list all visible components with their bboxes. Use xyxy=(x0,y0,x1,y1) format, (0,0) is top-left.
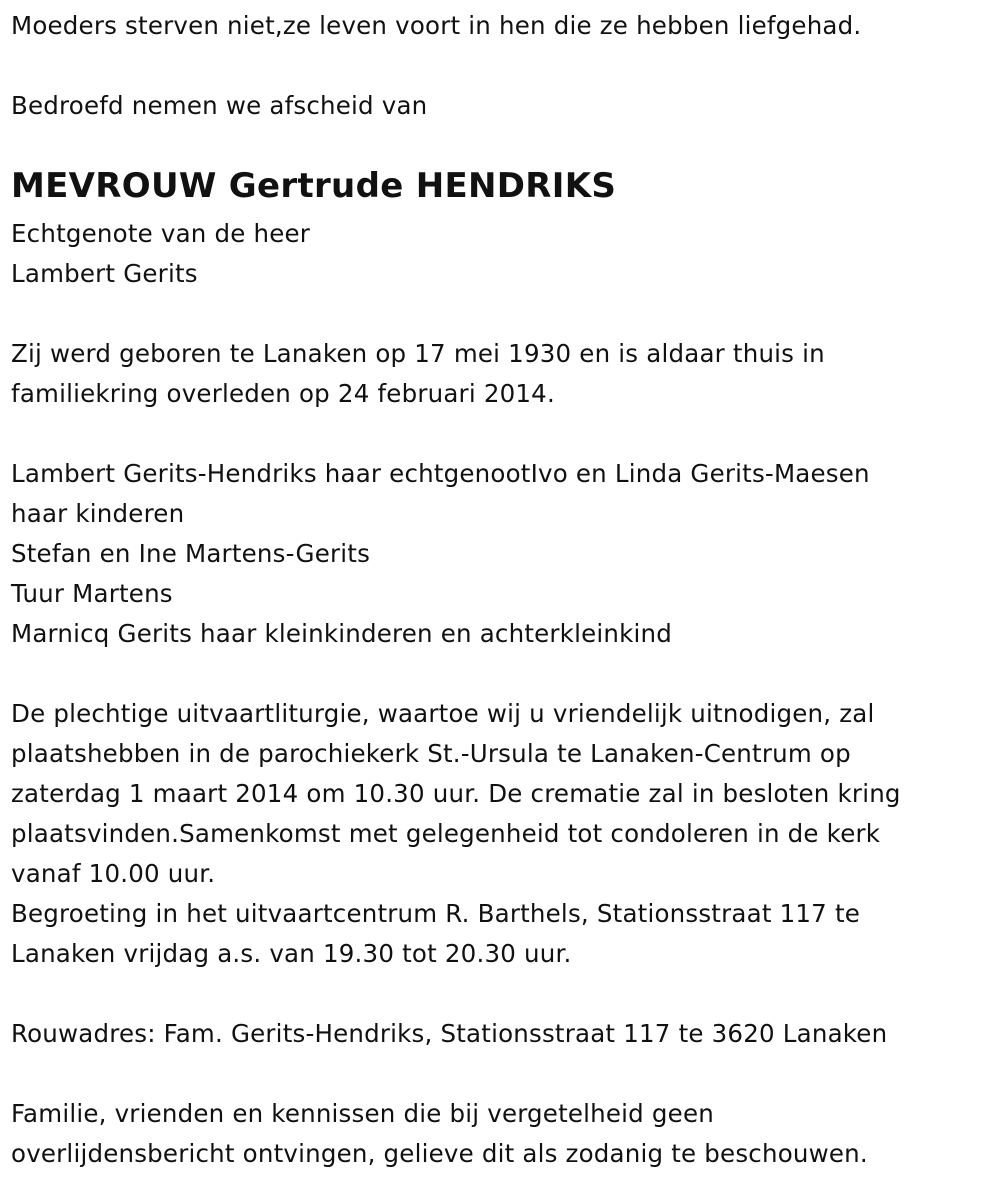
funeral-line: zaterdag 1 maart 2014 om 10.30 uur. De crematie zal in besloten kring xyxy=(11,779,901,808)
deceased-name: MEVROUW Gertrude HENDRIKS xyxy=(11,166,617,206)
motto: Moeders sterven niet,ze leven voort in hen die ze hebben liefgehad. xyxy=(11,11,862,40)
funeral-line: plaatshebben in de parochiekerk St.-Ursula te Lanaken-Centrum op xyxy=(11,739,851,768)
closing-line: overlijdensbericht ontvingen, gelieve dit als zodanig te beschouwen. xyxy=(11,1139,868,1168)
family-line: Tuur Martens xyxy=(11,579,173,608)
funeral-line: plaatsvinden.Samenkomst met gelegenheid tot condoleren in de kerk xyxy=(11,819,881,848)
funeral-line: De plechtige uitvaartliturgie, waartoe wij u vriendelijk uitnodigen, zal xyxy=(11,699,875,728)
spouse-line: Echtgenote van de heer xyxy=(11,219,311,248)
family-line: Stefan en Ine Martens-Gerits xyxy=(11,539,371,568)
spouse-line: Lambert Gerits xyxy=(11,259,198,288)
funeral-line: Lanaken vrijdag a.s. van 19.30 tot 20.30 uur. xyxy=(11,939,572,968)
birth-line: familiekring overleden op 24 februari 2014. xyxy=(11,379,555,408)
family-line: Lambert Gerits-Hendriks haar echtgenootIvo en Linda Gerits-Maesen xyxy=(11,459,870,488)
closing-line: Familie, vrienden en kennissen die bij vergetelheid geen xyxy=(11,1099,714,1128)
family-line: Marnicq Gerits haar kleinkinderen en achterkleinkind xyxy=(11,619,672,648)
funeral-line: Begroeting in het uitvaartcentrum R. Barthels, Stationsstraat 117 te xyxy=(11,899,861,928)
birth-line: Zij werd geboren te Lanaken op 17 mei 1930 en is aldaar thuis in xyxy=(11,339,825,368)
funeral-line: vanaf 10.00 uur. xyxy=(11,859,216,888)
intro-line: Bedroefd nemen we afscheid van xyxy=(11,91,428,120)
family-line: haar kinderen xyxy=(11,499,185,528)
mourning-address: Rouwadres: Fam. Gerits-Hendriks, Stationsstraat 117 te 3620 Lanaken xyxy=(11,1019,888,1048)
